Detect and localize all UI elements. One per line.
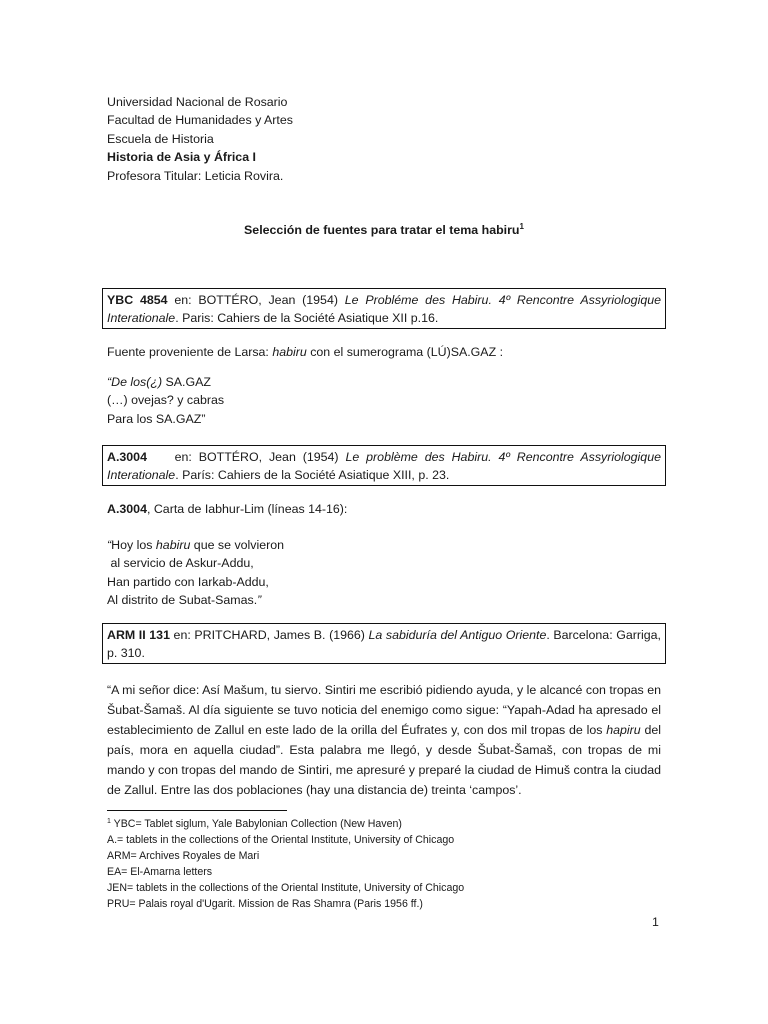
quote-term: habiru bbox=[155, 538, 191, 552]
intro-term: habiru bbox=[272, 345, 307, 359]
quote-line: Al distrito de Subat-Samas. bbox=[107, 593, 258, 608]
source-id: A.3004 bbox=[107, 450, 147, 464]
source-quote bbox=[107, 373, 663, 428]
source-reference-box bbox=[102, 623, 666, 664]
quote-line: Para los SA.GAZ” bbox=[107, 411, 206, 426]
footnotes bbox=[107, 816, 667, 912]
page-number: 1 bbox=[652, 915, 659, 929]
reference-text: en: BOTTÉRO, Jean (1954) bbox=[146, 450, 346, 464]
footnote-mark: 1 bbox=[519, 222, 524, 231]
footnote-line: JEN= tablets in the collections of the Oriental Institute, University of Chicago bbox=[107, 882, 465, 894]
quote-open-mark: “ bbox=[107, 538, 112, 552]
quote-line: Han partido con Iarkab-Addu, bbox=[107, 574, 269, 589]
source-intro bbox=[107, 343, 663, 361]
source-id: YBC 4854 bbox=[107, 293, 168, 307]
institution-header bbox=[107, 93, 667, 185]
source-reference-box bbox=[102, 288, 666, 329]
footnote-line: YBC= Tablet siglum, Yale Babylonian Collection (New Haven) bbox=[110, 818, 402, 830]
reference-title: La sabiduría del Antiguo Oriente bbox=[368, 628, 547, 642]
footnote-line: ARM= Archives Royales de Mari bbox=[107, 850, 260, 862]
intro-source-id: A.3004 bbox=[107, 502, 147, 516]
reference-text: en: PRITCHARD, James B. (1966) bbox=[169, 628, 369, 642]
quote-line: Hoy los bbox=[111, 538, 156, 552]
professor-name: Profesora Titular: Leticia Rovira. bbox=[107, 168, 284, 183]
quote-line-end: SA.GAZ bbox=[162, 375, 211, 389]
paragraph-text: “A mi señor dice: Así Mašum, tu siervo. Sintiri me escribió pidiendo ayuda, y le alcancé con tropas en Šubat-Šamaš. Al día siguiente se tuvo noticia del enemigo como sigue: “Yapah-Adad ha apresado el establecimiento de Zallul en este lado de la orilla del Éufrates y, con dos mil tropas de los bbox=[107, 683, 661, 737]
reference-title: Le Probléme des Habiru. 4º Rencontre Assyriologique Interationale bbox=[107, 293, 661, 326]
page-title bbox=[0, 221, 768, 239]
source-intro bbox=[107, 500, 663, 518]
intro-text: , Carta de Iabhur-Lim (líneas 14-16): bbox=[146, 502, 348, 516]
reference-publisher: . París: Cahiers de la Société Asiatique XIII, p. 23. bbox=[175, 468, 450, 483]
intro-text: Fuente proveniente de Larsa: bbox=[107, 345, 273, 359]
quote-close-mark: ” bbox=[257, 593, 262, 608]
footnote-number: 1 bbox=[107, 818, 111, 825]
intro-text-end: con el sumerograma (LÚ)SA.GAZ : bbox=[306, 345, 504, 359]
paragraph-term: hapiru bbox=[606, 722, 641, 737]
footnote-divider bbox=[107, 810, 287, 811]
quote-line: al servicio de Askur-Addu, bbox=[107, 556, 254, 571]
school-name: Escuela de Historia bbox=[107, 131, 214, 146]
reference-publisher: . Paris: Cahiers de la Société Asiatique XII p.16. bbox=[175, 311, 439, 326]
source-id: ARM II 131 bbox=[107, 628, 170, 642]
reference-title: Le problème des Habiru. 4º Rencontre Assyriologique Interationale bbox=[107, 450, 661, 483]
footnote-line: PRU= Palais royal d'Ugarit. Mission de Ras Shamra (Paris 1956 ff.) bbox=[107, 898, 423, 910]
source-quote bbox=[107, 536, 663, 610]
university-name: Universidad Nacional de Rosario bbox=[107, 95, 288, 109]
reference-text: en: BOTTÉRO, Jean (1954) bbox=[167, 293, 345, 307]
source-paragraph bbox=[107, 681, 661, 800]
footnote-line: EA= El-Amarna letters bbox=[107, 866, 213, 878]
quote-line: “De los(¿) bbox=[107, 375, 163, 389]
source-reference-box bbox=[102, 445, 666, 486]
reference-publisher: . Barcelona: Garriga, p. 310. bbox=[107, 628, 661, 661]
quote-line-end: que se volvieron bbox=[190, 538, 285, 552]
course-name: Historia de Asia y África I bbox=[107, 150, 256, 165]
page-title-text: Selección de fuentes para tratar el tema habiru bbox=[244, 223, 520, 237]
footnote-line: A.= tablets in the collections of the Oriental Institute, University of Chicago bbox=[107, 834, 455, 846]
faculty-name: Facultad de Humanidades y Artes bbox=[107, 113, 293, 128]
paragraph-text-end: del país, mora en aquella ciudad”. Esta palabra me llegó, y desde Šubat-Šamaš, con tropas de mi mando y con tropas del mando de Sintiri, me apresuré y preparé la ciudad de Himuš contra la ciudad de Zallul. Entre las dos poblaciones (hay una distancia de) treinta ‘campos’. bbox=[107, 722, 661, 797]
quote-line: (…) ovejas? y cabras bbox=[107, 393, 225, 408]
